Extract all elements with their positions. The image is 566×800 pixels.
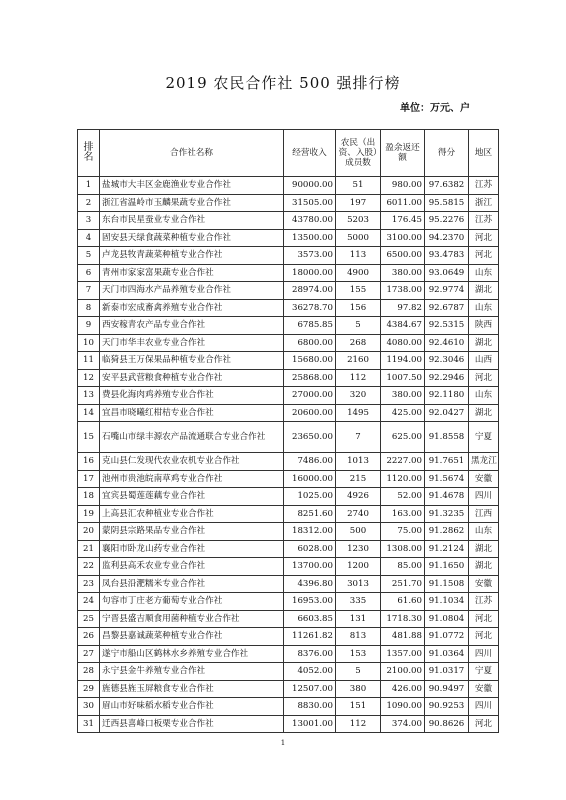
cell-surplus: 425.00 [381, 404, 425, 422]
cell-revenue: 3573.00 [284, 247, 336, 265]
table-row [78, 229, 499, 247]
table-row [78, 593, 499, 611]
table-row [78, 352, 499, 370]
cell-name: 卢龙县牧青蔬菜种植专业合作社 [100, 247, 284, 265]
cell-rank: 1 [78, 177, 100, 195]
cell-name: 凤台县沿淝糯米专业合作社 [100, 575, 284, 593]
cell-name: 宜昌市晓曦红柑桔专业合作社 [100, 404, 284, 422]
cell-surplus: 251.70 [381, 575, 425, 593]
cell-members: 813 [336, 628, 381, 646]
cell-rank: 22 [78, 558, 100, 576]
cell-name: 盐城市大丰区金鹿渔业专业合作社 [100, 177, 284, 195]
cell-region: 江苏 [469, 212, 499, 230]
table-row [78, 264, 499, 282]
header-surplus: 盈余返还额 [381, 130, 425, 177]
cell-members: 155 [336, 282, 381, 300]
table-row [78, 369, 499, 387]
cell-revenue: 1025.00 [284, 488, 336, 506]
cell-members: 268 [336, 334, 381, 352]
cell-revenue: 16000.00 [284, 470, 336, 488]
cell-surplus: 75.00 [381, 523, 425, 541]
cell-revenue: 90000.00 [284, 177, 336, 195]
cell-surplus: 380.00 [381, 387, 425, 405]
cell-name: 费县化海肉鸡养殖专业合作社 [100, 387, 284, 405]
cell-revenue: 7486.00 [284, 453, 336, 471]
cell-revenue: 6800.00 [284, 334, 336, 352]
cell-region: 四川 [469, 488, 499, 506]
cell-rank: 11 [78, 352, 100, 370]
cell-members: 2740 [336, 505, 381, 523]
cell-name: 浙江省温岭市玉麟果蔬专业合作社 [100, 194, 284, 212]
cell-score: 91.1650 [425, 558, 469, 576]
cell-surplus: 163.00 [381, 505, 425, 523]
cell-surplus: 625.00 [381, 422, 425, 453]
cell-region: 湖北 [469, 282, 499, 300]
cell-score: 91.0772 [425, 628, 469, 646]
cell-members: 113 [336, 247, 381, 265]
table-row [78, 628, 499, 646]
cell-score: 97.6382 [425, 177, 469, 195]
cell-score: 91.4678 [425, 488, 469, 506]
cell-region: 江苏 [469, 593, 499, 611]
cell-region: 宁夏 [469, 663, 499, 681]
cell-members: 7 [336, 422, 381, 453]
cell-score: 93.0649 [425, 264, 469, 282]
cell-members: 320 [336, 387, 381, 405]
cell-score: 92.5315 [425, 317, 469, 335]
cell-score: 91.5674 [425, 470, 469, 488]
cell-revenue: 6785.85 [284, 317, 336, 335]
cell-surplus: 1194.00 [381, 352, 425, 370]
table-row [78, 558, 499, 576]
cell-name: 旌德县旌玉屏粮食专业合作社 [100, 680, 284, 698]
cell-score: 92.6787 [425, 299, 469, 317]
cell-revenue: 8376.00 [284, 645, 336, 663]
cell-region: 黑龙江 [469, 453, 499, 471]
table-row [78, 334, 499, 352]
cell-revenue: 25868.00 [284, 369, 336, 387]
cell-region: 河北 [469, 369, 499, 387]
cell-name: 西安稼青农产品专业合作社 [100, 317, 284, 335]
page-number: 1 [280, 739, 286, 747]
cell-rank: 15 [78, 422, 100, 453]
cell-score: 94.2370 [425, 229, 469, 247]
cell-surplus: 52.00 [381, 488, 425, 506]
cell-name: 宜宾县蜀莲莲藕专业合作社 [100, 488, 284, 506]
cell-region: 河北 [469, 610, 499, 628]
header-revenue: 经营收入 [284, 130, 336, 177]
cell-region: 安徽 [469, 575, 499, 593]
cell-rank: 13 [78, 387, 100, 405]
cell-members: 5203 [336, 212, 381, 230]
cell-members: 151 [336, 698, 381, 716]
cell-region: 山东 [469, 299, 499, 317]
cell-rank: 21 [78, 540, 100, 558]
table-row [78, 540, 499, 558]
cell-rank: 16 [78, 453, 100, 471]
cell-rank: 28 [78, 663, 100, 681]
cell-score: 90.8626 [425, 715, 469, 733]
cell-region: 浙江 [469, 194, 499, 212]
cell-region: 湖北 [469, 558, 499, 576]
cell-rank: 2 [78, 194, 100, 212]
cell-score: 92.4610 [425, 334, 469, 352]
cell-rank: 27 [78, 645, 100, 663]
cell-surplus: 1308.00 [381, 540, 425, 558]
cell-members: 5 [336, 317, 381, 335]
cell-region: 河北 [469, 628, 499, 646]
cell-surplus: 2100.00 [381, 663, 425, 681]
cell-region: 河北 [469, 229, 499, 247]
cell-name: 句容市丁庄老方葡萄专业合作社 [100, 593, 284, 611]
cell-revenue: 20600.00 [284, 404, 336, 422]
cell-region: 河北 [469, 247, 499, 265]
cell-name: 监利县高禾农业专业合作社 [100, 558, 284, 576]
cell-surplus: 2227.00 [381, 453, 425, 471]
table-row [78, 404, 499, 422]
cell-score: 91.0804 [425, 610, 469, 628]
table-row [78, 505, 499, 523]
cell-name: 眉山市好味稻水稻专业合作社 [100, 698, 284, 716]
cell-rank: 23 [78, 575, 100, 593]
table-row [78, 680, 499, 698]
cell-name: 上高县汇农种植业专业合作社 [100, 505, 284, 523]
cell-region: 湖北 [469, 334, 499, 352]
cell-name: 东台市民星蚕业专业合作社 [100, 212, 284, 230]
cell-surplus: 4384.67 [381, 317, 425, 335]
cell-score: 91.0317 [425, 663, 469, 681]
cell-name: 迁西县喜峰口板栗专业合作社 [100, 715, 284, 733]
cell-revenue: 15680.00 [284, 352, 336, 370]
cell-region: 江苏 [469, 177, 499, 195]
cell-score: 92.9774 [425, 282, 469, 300]
cell-members: 5 [336, 663, 381, 681]
table-row [78, 317, 499, 335]
cell-name: 池州市贵池皖南草鸡专业合作社 [100, 470, 284, 488]
cell-rank: 17 [78, 470, 100, 488]
cell-rank: 4 [78, 229, 100, 247]
cell-members: 380 [336, 680, 381, 698]
cell-rank: 30 [78, 698, 100, 716]
cell-name: 固安县天绿食蔬菜种植专业合作社 [100, 229, 284, 247]
cell-surplus: 1357.00 [381, 645, 425, 663]
table-row [78, 488, 499, 506]
cell-rank: 31 [78, 715, 100, 733]
cell-rank: 8 [78, 299, 100, 317]
cell-members: 197 [336, 194, 381, 212]
cell-surplus: 980.00 [381, 177, 425, 195]
cell-surplus: 6011.00 [381, 194, 425, 212]
table-row [78, 212, 499, 230]
cell-members: 112 [336, 369, 381, 387]
cell-surplus: 85.00 [381, 558, 425, 576]
cell-surplus: 380.00 [381, 264, 425, 282]
cell-members: 112 [336, 715, 381, 733]
cell-name: 宁晋县盛吉顺食用菌种植专业合作社 [100, 610, 284, 628]
table-row [78, 645, 499, 663]
cell-members: 5000 [336, 229, 381, 247]
cell-members: 1495 [336, 404, 381, 422]
cell-surplus: 1007.50 [381, 369, 425, 387]
cell-region: 湖北 [469, 540, 499, 558]
cell-region: 安徽 [469, 470, 499, 488]
cell-revenue: 13700.00 [284, 558, 336, 576]
cell-members: 156 [336, 299, 381, 317]
cell-name: 蒙阴县宗路果品专业合作社 [100, 523, 284, 541]
cell-region: 湖北 [469, 404, 499, 422]
cell-rank: 29 [78, 680, 100, 698]
cell-revenue: 8251.60 [284, 505, 336, 523]
header-rank: 排名 [78, 130, 100, 177]
cell-name: 新泰市宏成畜禽养殖专业合作社 [100, 299, 284, 317]
cell-surplus: 97.82 [381, 299, 425, 317]
cell-rank: 20 [78, 523, 100, 541]
cell-members: 153 [336, 645, 381, 663]
cell-surplus: 1090.00 [381, 698, 425, 716]
cell-rank: 24 [78, 593, 100, 611]
cell-score: 91.2124 [425, 540, 469, 558]
cell-name: 安平县武营粮食种植专业合作社 [100, 369, 284, 387]
cell-surplus: 3100.00 [381, 229, 425, 247]
cell-surplus: 374.00 [381, 715, 425, 733]
cell-region: 宁夏 [469, 422, 499, 453]
cell-revenue: 4052.00 [284, 663, 336, 681]
cell-revenue: 43780.00 [284, 212, 336, 230]
cell-rank: 10 [78, 334, 100, 352]
cell-region: 山东 [469, 264, 499, 282]
cell-name: 青州市家家富果蔬专业合作社 [100, 264, 284, 282]
cell-revenue: 11261.82 [284, 628, 336, 646]
cell-revenue: 18312.00 [284, 523, 336, 541]
cell-members: 3013 [336, 575, 381, 593]
cell-members: 51 [336, 177, 381, 195]
cell-revenue: 28974.00 [284, 282, 336, 300]
cell-rank: 14 [78, 404, 100, 422]
cell-revenue: 13001.00 [284, 715, 336, 733]
cell-name: 昌黎县嘉诚蔬菜种植专业合作社 [100, 628, 284, 646]
header-score: 得分 [425, 130, 469, 177]
cell-region: 山西 [469, 352, 499, 370]
cell-revenue: 23650.00 [284, 422, 336, 453]
cell-region: 山东 [469, 387, 499, 405]
table-row [78, 299, 499, 317]
cell-rank: 3 [78, 212, 100, 230]
cell-name: 石嘴山市绿丰源农产品流通联合专业合作社 [100, 422, 284, 453]
cell-members: 335 [336, 593, 381, 611]
cell-members: 2160 [336, 352, 381, 370]
cell-surplus: 1120.00 [381, 470, 425, 488]
cell-score: 95.2276 [425, 212, 469, 230]
ranking-table [77, 129, 499, 733]
cell-score: 91.2862 [425, 523, 469, 541]
cell-score: 93.4783 [425, 247, 469, 265]
cell-region: 安徽 [469, 680, 499, 698]
cell-revenue: 6028.00 [284, 540, 336, 558]
cell-score: 90.9497 [425, 680, 469, 698]
cell-members: 1230 [336, 540, 381, 558]
cell-score: 92.1180 [425, 387, 469, 405]
cell-surplus: 481.88 [381, 628, 425, 646]
cell-score: 92.2946 [425, 369, 469, 387]
cell-name: 天门市华丰农业专业合作社 [100, 334, 284, 352]
header-name: 合作社名称 [100, 130, 284, 177]
cell-surplus: 4080.00 [381, 334, 425, 352]
table-row [78, 610, 499, 628]
cell-rank: 9 [78, 317, 100, 335]
cell-score: 91.1508 [425, 575, 469, 593]
cell-members: 215 [336, 470, 381, 488]
table-header-row [78, 130, 499, 177]
cell-rank: 25 [78, 610, 100, 628]
cell-members: 4900 [336, 264, 381, 282]
cell-region: 四川 [469, 645, 499, 663]
table-body [78, 177, 499, 733]
cell-score: 91.1034 [425, 593, 469, 611]
table-row [78, 663, 499, 681]
table-row [78, 453, 499, 471]
cell-region: 四川 [469, 698, 499, 716]
cell-revenue: 31505.00 [284, 194, 336, 212]
cell-region: 山东 [469, 523, 499, 541]
table-row [78, 177, 499, 195]
table-row [78, 523, 499, 541]
cell-rank: 7 [78, 282, 100, 300]
cell-score: 92.0427 [425, 404, 469, 422]
cell-rank: 5 [78, 247, 100, 265]
cell-surplus: 1738.00 [381, 282, 425, 300]
table-row [78, 715, 499, 733]
cell-members: 4926 [336, 488, 381, 506]
cell-rank: 19 [78, 505, 100, 523]
cell-revenue: 27000.00 [284, 387, 336, 405]
cell-members: 1200 [336, 558, 381, 576]
table-row [78, 575, 499, 593]
cell-name: 襄阳市卧龙山药专业合作社 [100, 540, 284, 558]
page-title: 2019 农民合作社 500 强排行榜 [165, 74, 401, 92]
cell-region: 江西 [469, 505, 499, 523]
table-row [78, 698, 499, 716]
header-region: 地区 [469, 130, 499, 177]
unit-note: 单位：万元、户 [400, 103, 470, 114]
cell-region: 陕西 [469, 317, 499, 335]
cell-revenue: 4396.80 [284, 575, 336, 593]
cell-revenue: 16953.00 [284, 593, 336, 611]
cell-score: 90.9253 [425, 698, 469, 716]
table-row [78, 247, 499, 265]
cell-revenue: 36278.70 [284, 299, 336, 317]
cell-revenue: 12507.00 [284, 680, 336, 698]
cell-score: 91.0364 [425, 645, 469, 663]
cell-surplus: 426.00 [381, 680, 425, 698]
cell-surplus: 6500.00 [381, 247, 425, 265]
cell-region: 河北 [469, 715, 499, 733]
cell-score: 91.3235 [425, 505, 469, 523]
cell-name: 克山县仁发现代农业农机专业合作社 [100, 453, 284, 471]
cell-surplus: 1718.30 [381, 610, 425, 628]
cell-score: 91.7651 [425, 453, 469, 471]
cell-revenue: 13500.00 [284, 229, 336, 247]
table-row [78, 422, 499, 453]
cell-surplus: 61.60 [381, 593, 425, 611]
table-row [78, 194, 499, 212]
cell-rank: 12 [78, 369, 100, 387]
cell-members: 500 [336, 523, 381, 541]
cell-members: 1013 [336, 453, 381, 471]
cell-rank: 6 [78, 264, 100, 282]
table-row [78, 387, 499, 405]
cell-name: 永宁县金牛养殖专业合作社 [100, 663, 284, 681]
cell-rank: 18 [78, 488, 100, 506]
cell-name: 临猗县王万保果品种植专业合作社 [100, 352, 284, 370]
cell-name: 天门市四海水产品养殖专业合作社 [100, 282, 284, 300]
table-row [78, 282, 499, 300]
cell-name: 遂宁市船山区鹤林水乡养殖专业合作社 [100, 645, 284, 663]
cell-surplus: 176.45 [381, 212, 425, 230]
cell-score: 92.3046 [425, 352, 469, 370]
cell-revenue: 6603.85 [284, 610, 336, 628]
cell-revenue: 18000.00 [284, 264, 336, 282]
cell-score: 95.5815 [425, 194, 469, 212]
cell-revenue: 8830.00 [284, 698, 336, 716]
cell-members: 131 [336, 610, 381, 628]
cell-rank: 26 [78, 628, 100, 646]
header-members: 农民（出资、入股）成员数 [336, 130, 381, 177]
cell-score: 91.8558 [425, 422, 469, 453]
table-row [78, 470, 499, 488]
